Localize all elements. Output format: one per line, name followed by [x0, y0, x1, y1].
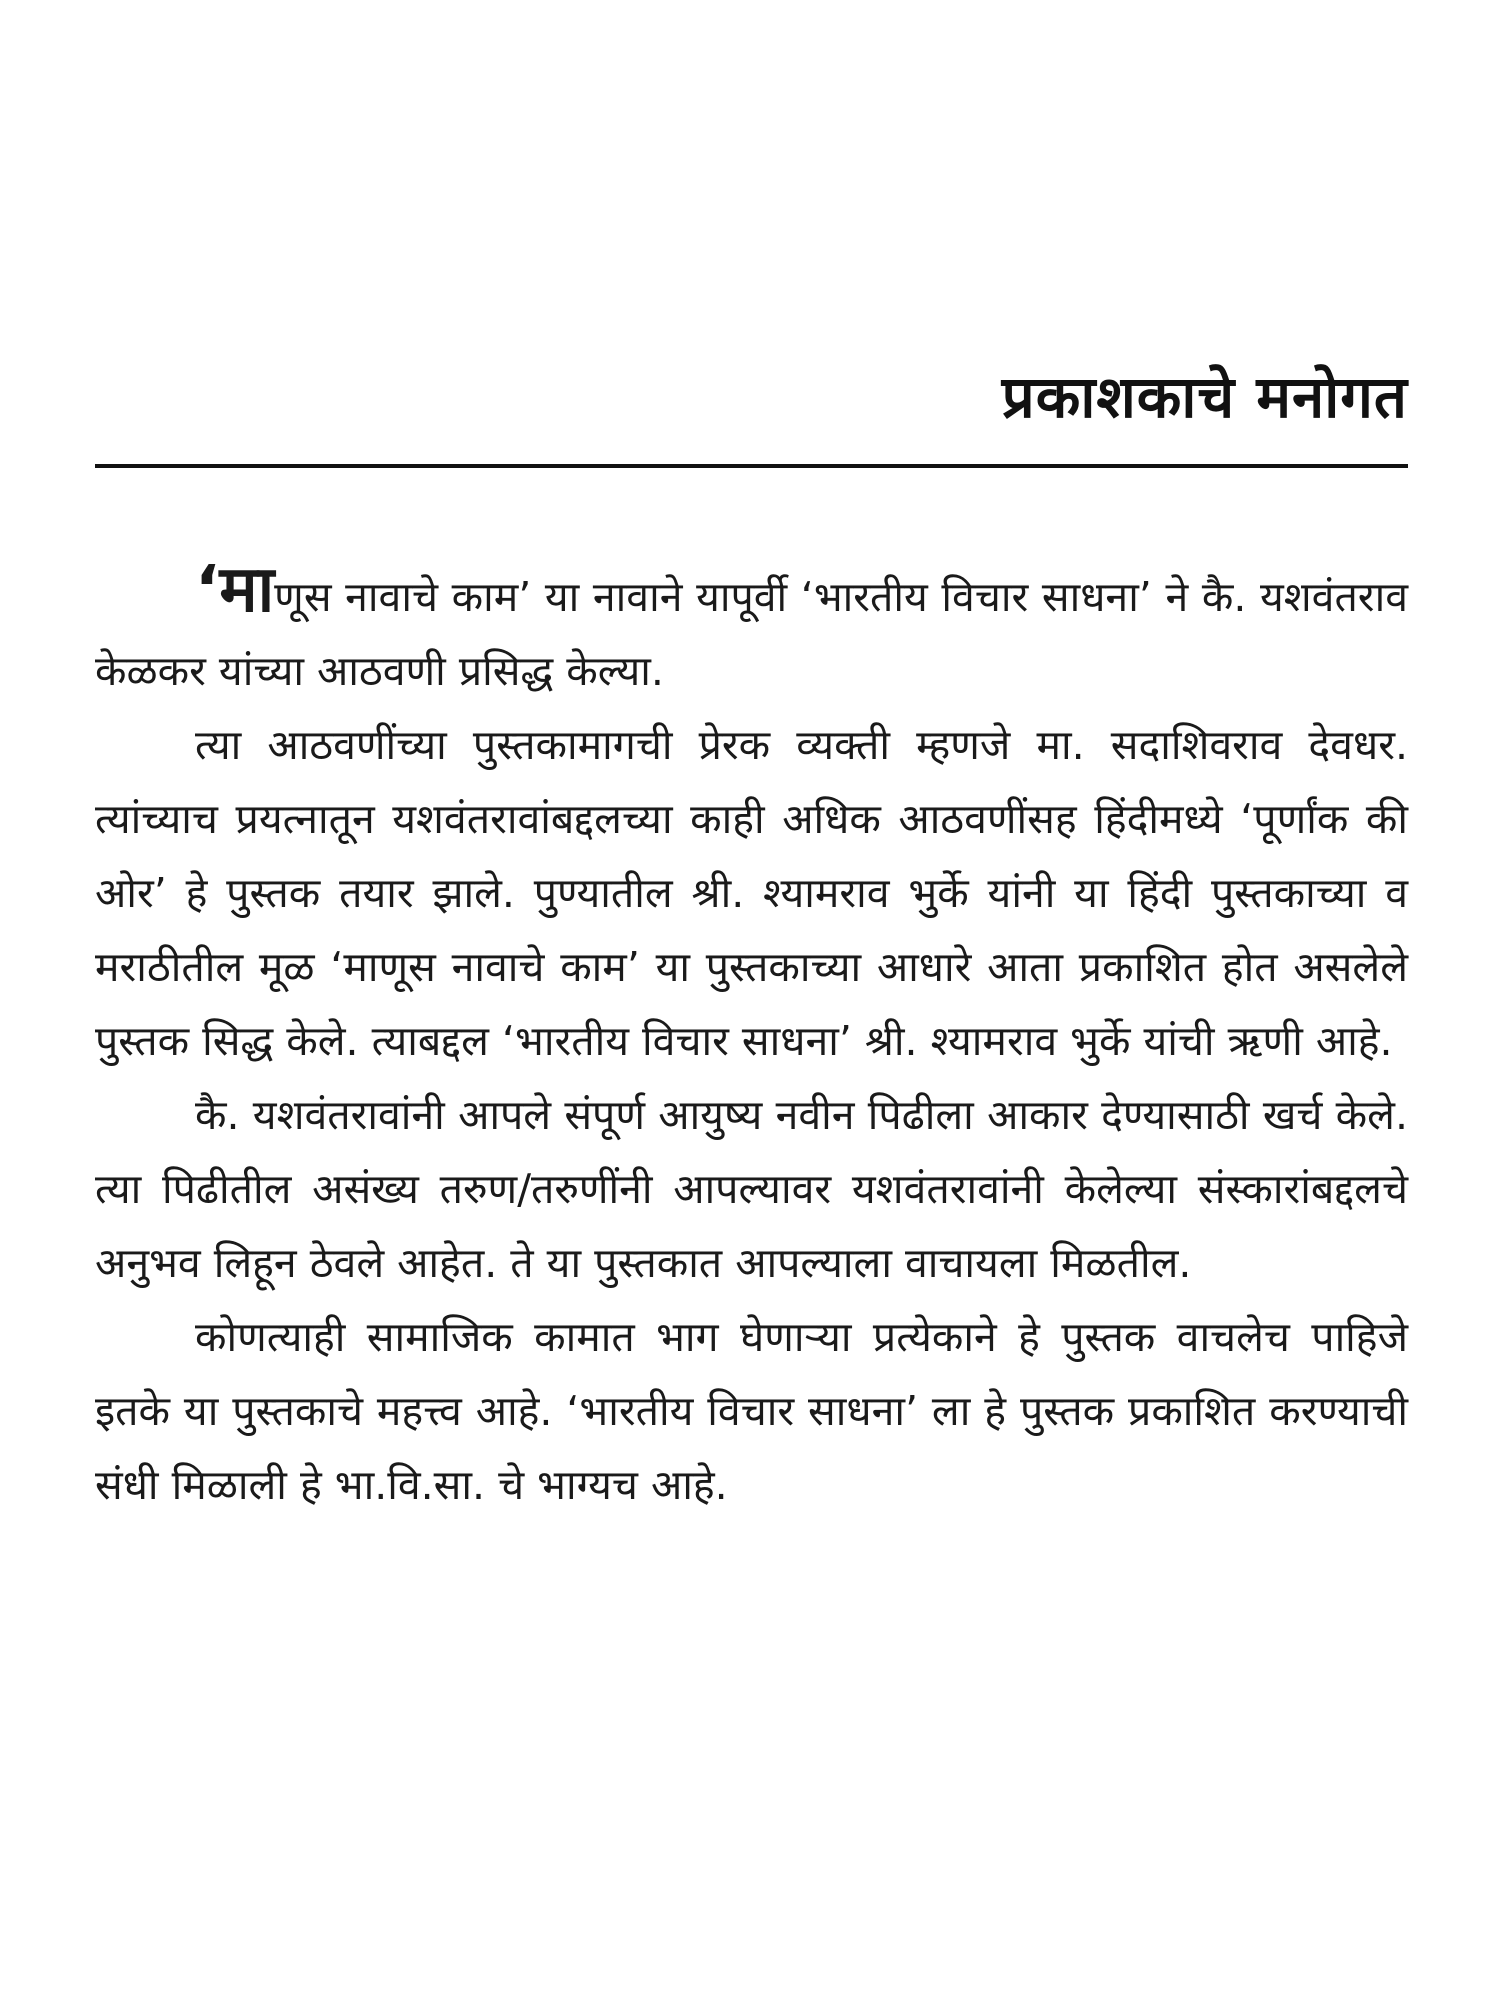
paragraph-1-text: णूस नावाचे काम’ या नावाने यापूर्वी ‘भारतीय विचार साधना’ ने कै. यशवंतराव केळकर यांच्या आठवणी प्रसिद्ध केल्या. [95, 573, 1408, 695]
body-text [95, 553, 1408, 1522]
paragraph-3: कै. यशवंतरावांनी आपले संपूर्ण आयुष्य नवीन पिढीला आकार देण्यासाठी खर्च केले. त्या पिढीतील असंख्य तरुण/तरुणींनी आपल्यावर यशवंतरावांनी केलेल्या संस्कारांबद्दलचे अनुभव लिहून ठेवले आहेत. ते या पुस्तकात आपल्याला वाचायला मिळतील. [95, 1091, 1408, 1287]
paragraph-1 [95, 553, 1408, 708]
heading-underline [95, 464, 1408, 468]
drop-cap: ‘मा [195, 553, 275, 627]
paragraph-2: त्या आठवणींच्या पुस्तकामागची प्रेरक व्यक्ती म्हणजे मा. सदाशिवराव देवधर. त्यांच्याच प्रयत्नातून यशवंतरावांबद्दलच्या काही अधिक आठवणींसह हिंदीमध्ये ‘पूर्णांक की ओर’ हे पुस्तक तयार झाले. पुण्यातील श्री. श्यामराव भुर्के यांनी या हिंदी पुस्तकाच्या व मराठीतील मूळ ‘माणूस नावाचे काम’ या पुस्तकाच्या आधारे आता प्रकाशित होत असलेले पुस्तक सिद्ध केले. त्याबद्दल ‘भारतीय विचार साधना’ श्री. श्यामराव भुर्के यांची ऋणी आहे. [95, 721, 1408, 1065]
paragraph-4: कोणत्याही सामाजिक कामात भाग घेणाऱ्या प्रत्येकाने हे पुस्तक वाचलेच पाहिजे इतके या पुस्तकाचे महत्त्व आहे. ‘भारतीय विचार साधना’ ला हे पुस्तक प्रकाशित करण्याची संधी मिळाली हे भा.वि.सा. चे भाग्यच आहे. [95, 1313, 1408, 1509]
page-heading: प्रकाशकाचे मनोगत [1001, 363, 1408, 431]
